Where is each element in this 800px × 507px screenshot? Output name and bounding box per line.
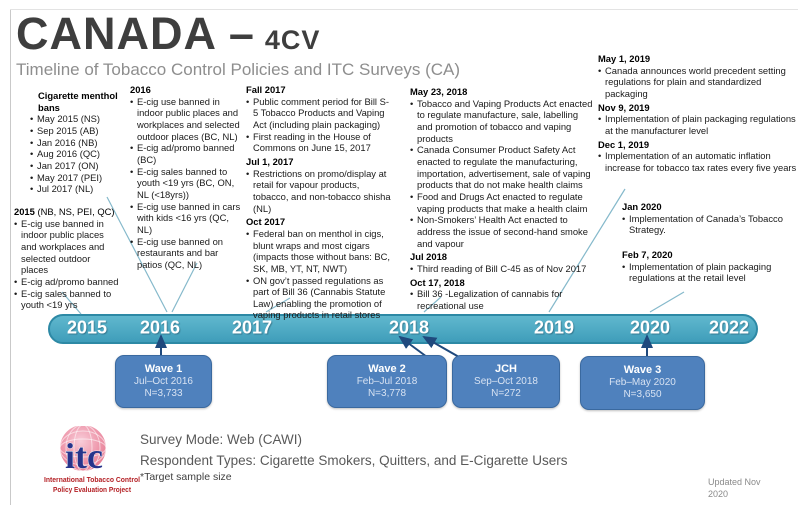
bullet-item: • Non-Smokers’ Health Act enacted to address the issue of second-hand smoke and vapour: [410, 214, 593, 249]
bullet-item: • First reading in the House of Commons on June 15, 2017: [246, 131, 393, 154]
bullet-list: [410, 98, 593, 250]
section-heading: Dec 1, 2019: [598, 138, 650, 150]
slide-left-edge: [10, 9, 11, 505]
survey-wave1-box: [115, 355, 212, 408]
bullet-list: [622, 213, 790, 236]
bullet-item: • Canada Consumer Product Safety Act enacted to regulate the manufacturing, importation, advertisement, sale of vaping products that do not make health claims: [410, 144, 593, 191]
bullet-item: • Implementation of plain packaging regulations at the retail level: [622, 261, 790, 284]
section-heading: Feb 7, 2020: [622, 248, 673, 260]
wave-name: Wave 3: [623, 364, 662, 376]
survey-jch-box: [452, 355, 560, 408]
bullet-item: • E-cig use banned in indoor public places and workplaces and selected outdoor places (BC, NL): [130, 96, 244, 143]
bullet-item: • E-cig use banned on restaurants and bar patios (QC, NL): [130, 236, 244, 271]
bullet-item: • E-cig sales banned to youth <19 yrs (BC, ON, NL (<18yrs)): [130, 166, 244, 201]
policy-section: [410, 86, 593, 249]
wave-name: Wave 2: [368, 363, 406, 375]
bullet-item: • Implementation of an automatic inflation increase for tobacco tax rates every five years: [598, 150, 797, 173]
policy-section: [410, 251, 593, 274]
bullet-item: • May 2017 (PEI): [30, 172, 130, 184]
policy-section: [130, 84, 244, 271]
policy-block-2020: [622, 201, 790, 286]
timeline-year-2017: 2017: [231, 317, 273, 338]
bullet-item: • E-cig ad/promo banned: [14, 276, 120, 288]
policy-block-2015: [14, 206, 120, 313]
wave-sample-size: N=3,733: [144, 388, 183, 399]
bullet-list: [246, 96, 393, 154]
wave-name: JCH: [494, 363, 517, 375]
policy-block-2016: [130, 84, 244, 273]
survey-info: [140, 430, 567, 472]
policy-block-2017: [246, 84, 393, 323]
wave-sample-size: N=3,650: [623, 389, 662, 400]
timeline-year-2020: 2020: [629, 317, 671, 338]
bullet-item: • Bill 36 -Legalization of cannabis for recreational use: [410, 288, 593, 311]
policy-section: [598, 139, 797, 174]
itc-logo: [42, 426, 142, 504]
wave-sample-size: N=3,778: [367, 388, 407, 399]
policy-section: [14, 206, 120, 311]
bullet-item: • Third reading of Bill C-45 as of Nov 2017: [410, 263, 593, 275]
timeline-year-2015: 2015: [66, 317, 108, 338]
section-heading: Nov 9, 2019: [598, 101, 650, 113]
bullet-item: • Restrictions on promo/display at retail for vapour products, tobacco, and non-tobacco shisha (NL): [246, 168, 393, 215]
title-survey-code: 4CV: [264, 25, 321, 55]
target-sample-note: *Target sample size: [140, 471, 232, 483]
bullet-item: • E-cig ad/promo banned (BC): [130, 142, 244, 165]
page-title: [16, 8, 320, 60]
policy-section: [246, 216, 393, 321]
section-heading: Jul 1, 2017: [246, 155, 294, 167]
policy-block-2018: [410, 86, 593, 313]
bullet-list: [598, 150, 797, 173]
bullet-item: • Public comment period for Bill S-5 Tobacco Products and Vaping Act (including plain packaging): [246, 96, 393, 131]
section-heading: Jan 2020: [622, 201, 662, 212]
bullet-list: [246, 168, 393, 215]
policy-block-2019: [598, 53, 797, 176]
section-heading-suffix: (NB, NS, PEI, QC): [34, 206, 115, 217]
bullet-item: • Jan 2017 (ON): [30, 160, 130, 172]
section-heading: May 1, 2019: [598, 53, 651, 64]
section-heading: May 23, 2018: [410, 86, 468, 97]
logo-line1: International Tobacco Control: [44, 475, 140, 484]
bullet-list: [622, 261, 790, 284]
updated-date: Updated Nov 2020: [708, 477, 761, 500]
bullet-list: [14, 218, 120, 311]
policy-block-menthol-bans: [30, 90, 130, 197]
bullet-item: • Implementation of plain packaging regulations at the manufacturer level: [598, 113, 797, 136]
policy-section: [410, 277, 593, 312]
policy-section: [246, 156, 393, 214]
wave-sample-size: N=272: [491, 388, 521, 399]
logo-acronym: itc: [65, 436, 103, 476]
timeline-year-2022: 2022: [708, 317, 750, 338]
policy-section: [598, 102, 797, 137]
bullet-item: • Sep 2015 (AB): [30, 125, 130, 137]
policy-section: [598, 53, 797, 100]
wave-dates: Feb–May 2020: [609, 377, 676, 388]
bullet-item: • ON gov’t passed regulations as part of Bill 36 (Cannabis Statute Law) enabling the promotion of vaping products in retail stores: [246, 275, 393, 322]
bullet-item: • Tobacco and Vaping Products Act enacted to regulate manufacture, sale, labelling and promotion of tobacco and vaping products: [410, 98, 593, 145]
section-heading: Oct 17, 2018: [410, 276, 465, 288]
page-subtitle: Timeline of Tobacco Control Policies and ITC Surveys (CA): [16, 60, 461, 79]
bullet-item: • Implementation of Canada’s Tobacco Strategy.: [622, 213, 790, 236]
section-heading: Jul 2018: [410, 251, 448, 263]
section-heading: 2015 (NB, NS, PEI, QC): [14, 206, 115, 217]
title-country: CANADA –: [16, 8, 255, 59]
bullet-item: • Aug 2016 (QC): [30, 148, 130, 160]
bullet-item: • E-cig use banned in indoor public places and workplaces and selected outdoor places: [14, 218, 120, 276]
wave-dates: Jul–Oct 2016: [134, 376, 193, 387]
bullet-item: • Food and Drugs Act enacted to regulate vaping products that make a health claim: [410, 191, 593, 214]
section-heading: Cigarette menthol bans: [38, 90, 118, 113]
bullet-item: • Federal ban on menthol in cigs, blunt wraps and most cigars (impacts those without bans: BC, SK, MB, YT, NT, NWT): [246, 228, 393, 275]
timeline-bar: [48, 314, 758, 344]
bullet-list: [410, 288, 593, 311]
timeline-year-2018: 2018: [388, 317, 430, 338]
bullet-item: • Canada announces world precedent setting regulations for plain and standardized packaging: [598, 65, 797, 100]
survey-wave3-box: [580, 356, 705, 410]
bullet-item: • E-cig sales banned to youth <19 yrs: [14, 288, 120, 311]
wave-dates: Feb–Jul 2018: [356, 376, 418, 387]
bullet-list: [598, 65, 797, 100]
bullet-list: [410, 263, 593, 275]
section-heading: Oct 2017: [246, 216, 286, 228]
section-heading: 2016: [130, 84, 151, 95]
wave-dates: Sep–Oct 2018: [474, 376, 538, 387]
respondent-types: Respondent Types: Cigarette Smokers, Quitters, and E-Cigarette Users: [140, 452, 568, 468]
timeline-year-2016: 2016: [139, 317, 181, 338]
bullet-list: [30, 113, 130, 195]
bullet-list: [130, 96, 244, 271]
bullet-item: • E-cig use banned in cars with kids <16 yrs (QC, NL): [130, 201, 244, 236]
wave-name: Wave 1: [144, 363, 183, 375]
bullet-list: [598, 113, 797, 136]
policy-section: [622, 249, 790, 284]
bullet-item: • May 2015 (NS): [30, 113, 130, 125]
bullet-item: • Jul 2017 (NL): [30, 183, 130, 195]
section-heading: Fall 2017: [246, 84, 286, 95]
connector-line-2020: [650, 292, 684, 312]
survey-mode: Survey Mode: Web (CAWI): [140, 432, 303, 447]
policy-section: [246, 84, 393, 154]
bullet-item: • Jan 2016 (NB): [30, 137, 130, 149]
timeline-year-2019: 2019: [533, 317, 575, 338]
logo-line2: Policy Evaluation Project: [53, 485, 132, 494]
survey-wave2-box: [327, 355, 447, 408]
policy-section: [622, 201, 790, 236]
bullet-list: [246, 228, 393, 321]
policy-section: [30, 90, 130, 195]
